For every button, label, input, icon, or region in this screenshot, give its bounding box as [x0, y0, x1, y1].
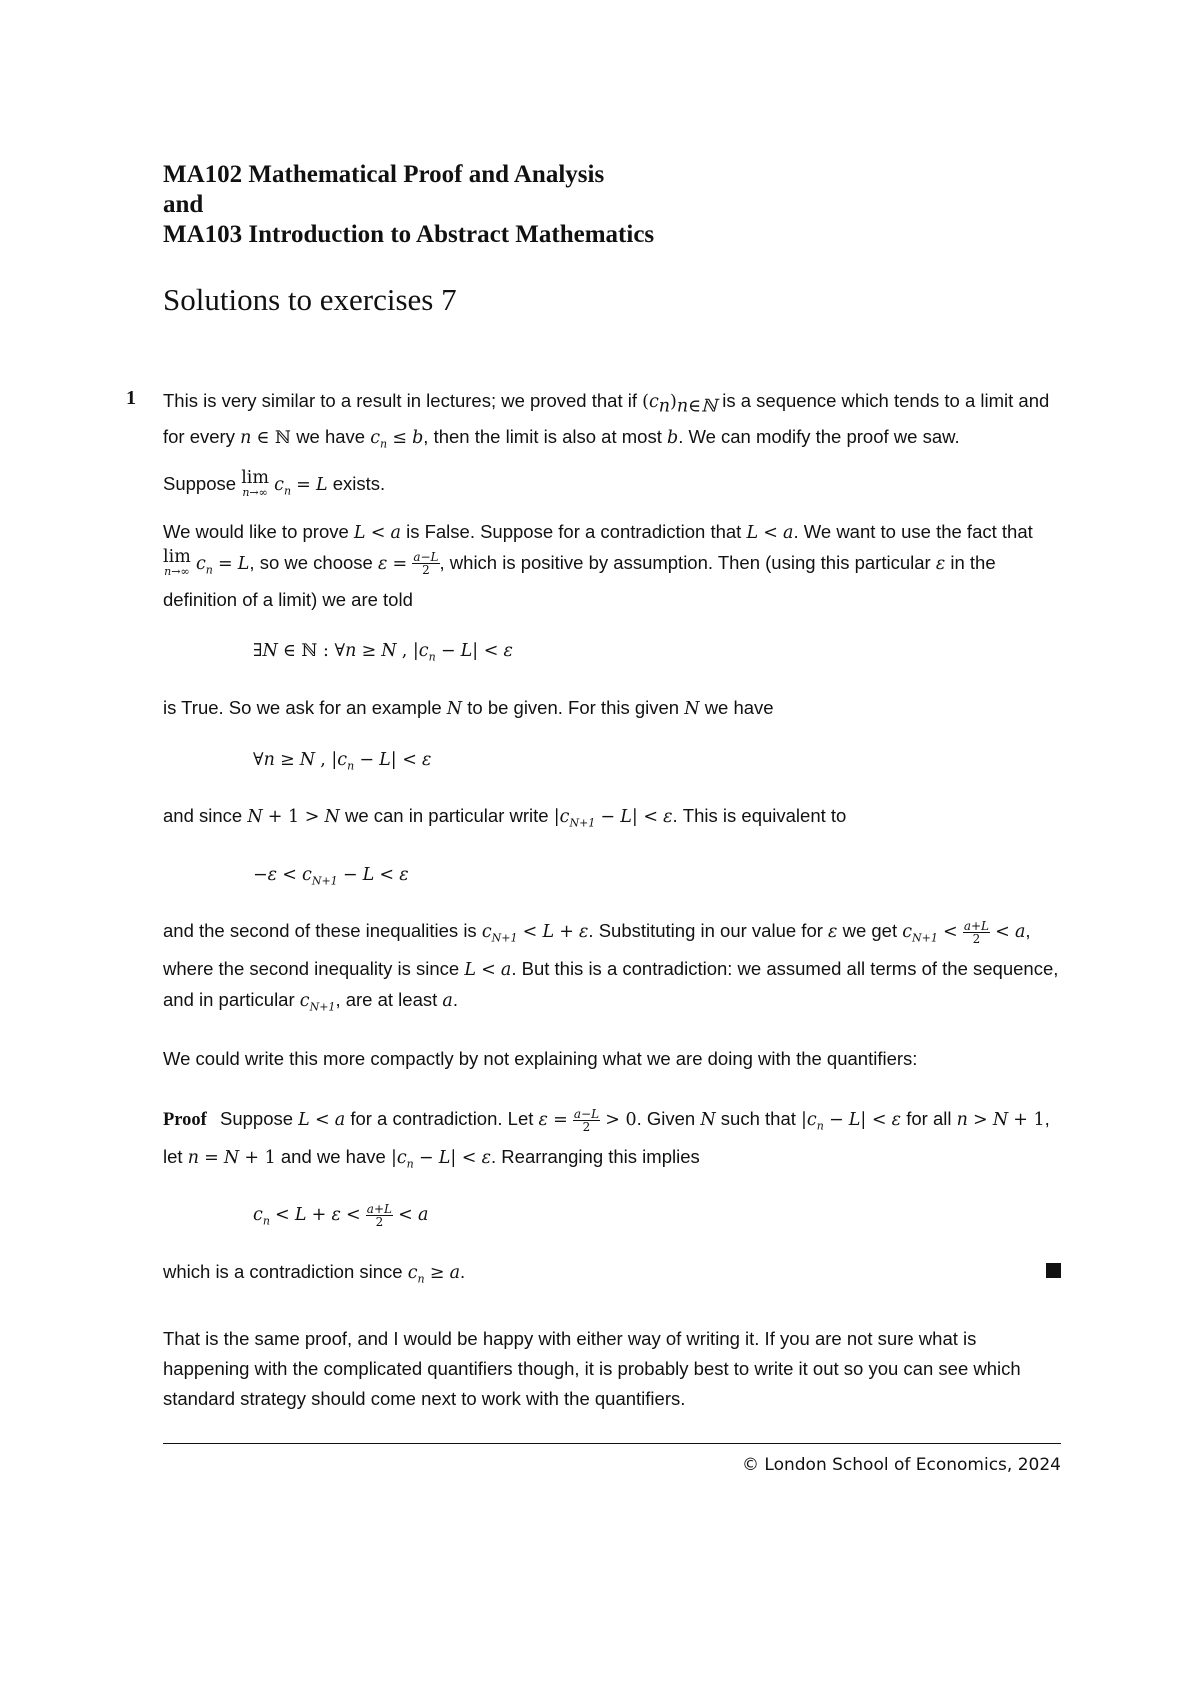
- display-limit-definition: ∃N ∈ ℕ : ∀n ≥ N , $|c_n - L| < \varepsilon$: [253, 641, 513, 664]
- display-two-sided-inequality: $-\varepsilon < c_{N+1} - L < \varepsilon$: [253, 864, 409, 887]
- paragraph-contradiction-setup: We would like to prove L < a is False. Suppose for a contradiction that L < a. We want to use the fact that lim n→∞ $c_n = L$, so we choose ε = $\frac{a-L}{2}$ , which is positive by assumption. Then (using this particular ε in the definition of a limit) we are told: [163, 520, 1033, 610]
- course-title-and: and: [163, 191, 204, 218]
- display-forall-n: ∀n ≥ N , $|c_n - L| < \varepsilon$: [253, 749, 432, 772]
- proof-conclusion: which is a contradiction since $c_n \ge a$.: [163, 1257, 1061, 1295]
- display-rearranged: $c_n < L + \varepsilon$ < $\frac{a+L}{2}$ < a: [253, 1201, 429, 1229]
- solution-body: [163, 386, 1061, 1414]
- qed-square-icon: [1046, 1263, 1061, 1278]
- proof-label: Proof: [163, 1110, 207, 1130]
- paragraph-intro: This is very similar to a result in lectures; we proved that if $(c_n)_{n\in ℕ}$ is a sequence which tends to a limit and for every n ∈ ℕ we have $c_n \le b$, then the limit is also at most b. We can modify the proof we saw.: [163, 390, 1050, 450]
- footer-copyright: © London School of Economics, 2024: [742, 1455, 1061, 1475]
- course-heading: [163, 160, 654, 250]
- paragraph-closing: That is the same proof, and I would be happy with either way of writing it. If you are not sure what is happening with the complicated quantifiers though, it is probably best to write it out so you can see which standard strategy should come next to work with the quantifiers.: [163, 1328, 1021, 1409]
- paragraph-particular-term: and since N + 1 > N we can in particular write $|c_{N+1} - L| < \varepsilon$. This is equivalent to: [163, 805, 847, 830]
- course-title-ma103: MA103 Introduction to Abstract Mathematics: [163, 221, 655, 248]
- page-title: Solutions to exercises 7: [163, 282, 457, 317]
- paragraph-suppose: Suppose lim n→∞ $c_n = L$ exists.: [163, 468, 386, 499]
- course-title-ma102: MA102 Mathematical Proof and Analysis: [163, 161, 605, 188]
- paragraph-contradiction: and the second of these inequalities is $c_{N+1} < L + \varepsilon$. Substituting in our value for ε we get $c_{N+1}$ < $\frac{a+L}{2}$ < a, where the second inequality is since L < a. But this is a contradiction: we assumed all terms of the sequence, and in particular $c_{N+1}$, are at least a.: [163, 918, 1059, 1013]
- question-number: 1: [126, 387, 136, 409]
- proof-block: Proof Suppose L < a for a contradiction. Let ε = $\frac{a-L}{2}$ > 0. Given N such that $|c_n - L| < \varepsilon$ for all n > N + 1, let n = N + 1 and we have $|c_n - L| < \varepsilon$. Rearranging this implies: [163, 1106, 1050, 1170]
- paragraph-given-n: is True. So we ask for an example N to be given. For this given N we have: [163, 696, 774, 719]
- paragraph-compact-intro: We could write this more compactly by not explaining what we are doing with the quantifiers:: [163, 1048, 918, 1069]
- footer-divider: [163, 1443, 1061, 1444]
